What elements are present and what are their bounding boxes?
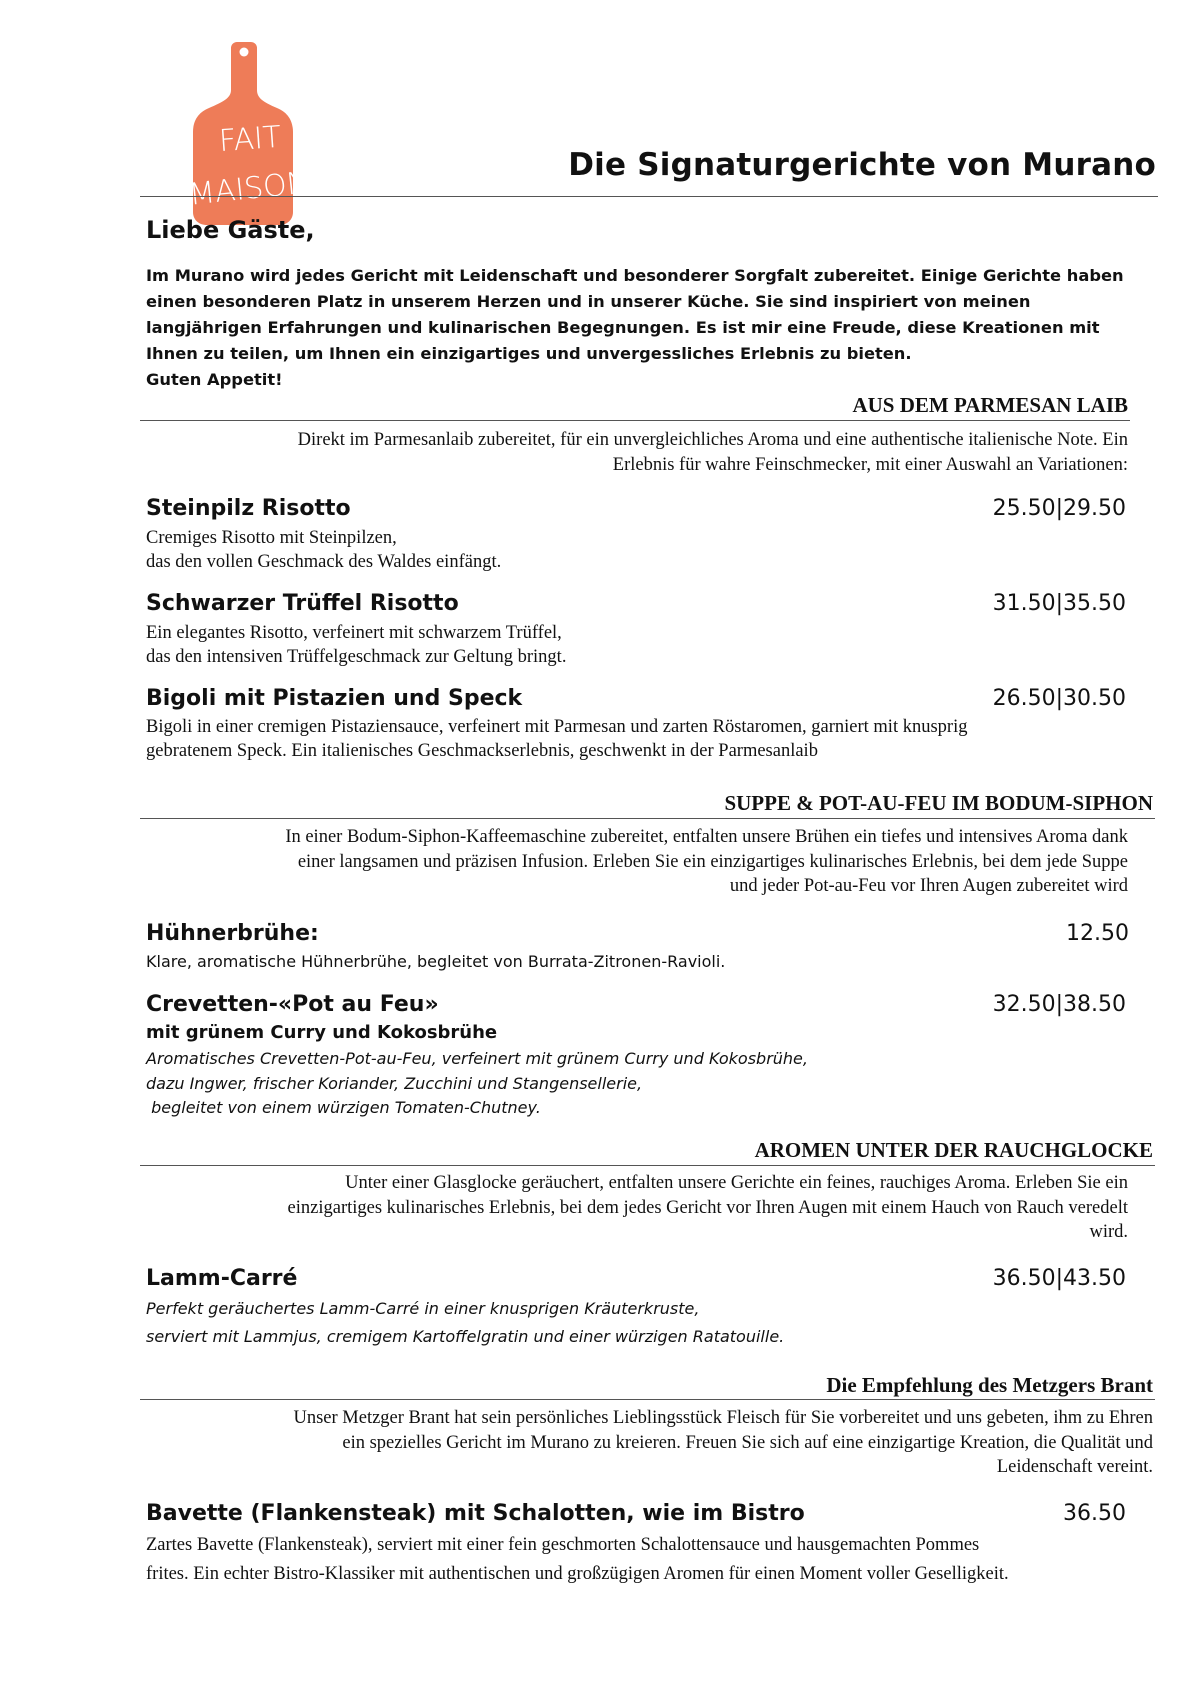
description-line: ein spezielles Gericht im Murano zu kreieren. Freuen Sie sich auf eine einzigartige Kreation, die Qualität und [342,1432,1153,1453]
section-description-suppe [285,825,1128,899]
dish-description-schwarzer-trueffel-risotto [146,621,566,669]
description-line: einzigartiges kulinarisches Erlebnis, bei dem jedes Gericht vor Ihren Augen mit einem Hauch von Rauch veredelt [287,1197,1128,1218]
logo-text-maison: MAISON [187,165,303,213]
dish-price-schwarzer-trueffel-risotto: 31.50|35.50 [992,591,1126,616]
description-line: Klare, aromatische Hühnerbrühe, begleitet von Burrata-Zitronen-Ravioli. [146,952,726,971]
dish-name-lamm-carre: Lamm-Carré [146,1266,298,1291]
intro-line: einen besonderen Platz in unserem Herzen und in unserer Küche. Sie sind inspiriert von meinen [146,292,1031,311]
description-line: das den vollen Geschmack des Waldes einfängt. [146,552,502,572]
section-description-metzger [293,1406,1153,1480]
description-line: dazu Ingwer, frischer Koriander, Zucchini und Stangensellerie, [146,1073,643,1093]
dish-price-crevetten-pot-au-feu: 32.50|38.50 [992,992,1126,1017]
description-line: Erlebnis für wahre Feinschmecker, mit einer Auswahl an Variationen: [612,454,1128,475]
intro-line: Im Murano wird jedes Gericht mit Leidenschaft und besonderer Sorgfalt zubereitet. Einige Gerichte haben [146,266,1124,285]
description-line: serviert mit Lammjus, cremigem Kartoffelgratin und einer würzigen Ratatouille. [146,1326,785,1346]
section-title-rauchglocke: AROMEN UNTER DER RAUCHGLOCKE [754,1138,1153,1162]
intro-line: langjährigen Erfahrungen und kulinarischen Begegnungen. Es ist mir eine Freude, diese Kreationen mit [146,318,1100,337]
intro-line: Ihnen zu teilen, um Ihnen ein einzigartiges und unvergessliches Erlebnis zu bieten. [146,344,912,363]
dish-price-bigoli: 26.50|30.50 [992,686,1126,711]
intro-sign-off: Guten Appetit! [146,370,283,389]
dish-name-crevetten-pot-au-feu: Crevetten-«Pot au Feu» [146,992,439,1017]
section-title-suppe: SUPPE & POT-AU-FEU IM BODUM-SIPHON [724,791,1153,815]
section-description-rauchglocke [288,1171,1128,1245]
description-line: gebratenem Speck. Ein italienisches Geschmackserlebnis, geschwenkt in der Parmesanlaib [146,741,818,761]
description-line: und jeder Pot-au-Feu vor Ihren Augen zubereitet wird [729,876,1128,896]
dish-description-lamm-carre [146,1297,784,1352]
description-line: Cremiges Risotto mit Steinpilzen, [146,528,397,548]
description-line: In einer Bodum-Siphon-Kaffeemaschine zubereitet, entfalten unsere Brühen ein tiefes und intensives Aroma dank [285,827,1128,847]
dish-description-bavette [146,1531,1009,1589]
dish-subtitle-crevetten-pot-au-feu: mit grünem Curry und Kokosbrühe [146,1022,498,1043]
description-line: einer langsamen und präzisen Infusion. Erleben Sie ein einzigartiges kulinarisches Erlebnis, bei dem jede Suppe [297,851,1128,872]
fait-maison-logo [185,40,303,225]
intro-text [146,263,1156,393]
dish-description-steinpilz-risotto [146,526,501,574]
dish-description-bigoli [146,715,967,763]
dish-name-bavette: Bavette (Flankensteak) mit Schalotten, wie im Bistro [146,1501,805,1526]
description-line: Unser Metzger Brant hat sein persönliches Lieblingsstück Fleisch für Sie vorbereitet und uns gebeten, ihm zu Ehren [293,1408,1153,1428]
section-divider [140,1165,1155,1166]
description-line: frites. Ein echter Bistro-Klassiker mit authentischen und großzügigen Aromen für einen Moment voller Geselligkeit. [146,1564,1009,1584]
logo-text-fait: FAIT [217,119,283,160]
dish-description-crevetten-pot-au-feu [146,1047,808,1121]
description-line: Aromatisches Crevetten-Pot-au-Feu, verfeinert mit grünem Curry und Kokosbrühe, [146,1049,808,1068]
cutting-board-icon [185,40,303,225]
description-line: Direkt im Parmesanlaib zubereitet, für ein unvergleichliches Aroma und eine authentische italienische Note. Ein [297,430,1128,450]
dish-price-huehnerbruehe: 12.50 [1066,921,1129,946]
description-line: wird. [1089,1222,1128,1242]
section-divider [140,818,1155,819]
dish-name-schwarzer-trueffel-risotto: Schwarzer Trüffel Risotto [146,591,459,616]
description-line: Perfekt geräuchertes Lamm-Carré in einer knusprigen Kräuterkruste, [146,1299,700,1318]
description-line: das den intensiven Trüffelgeschmack zur Geltung bringt. [146,647,567,667]
section-divider [140,420,1130,421]
description-line: Bigoli in einer cremigen Pistaziensauce, verfeinert mit Parmesan und zarten Röstaromen, garniert mit knusprig [146,717,968,737]
page-title: Die Signaturgerichte von Murano [568,147,1156,183]
dish-price-lamm-carre: 36.50|43.50 [992,1266,1126,1291]
dish-name-bigoli: Bigoli mit Pistazien und Speck [146,686,523,711]
greeting: Liebe Gäste, [146,216,315,244]
description-line: Ein elegantes Risotto, verfeinert mit schwarzem Trüffel, [146,623,562,643]
dish-price-steinpilz-risotto: 25.50|29.50 [992,496,1126,521]
section-divider [140,1399,1155,1400]
description-line: Leidenschaft vereint. [996,1457,1153,1477]
title-divider [140,196,1158,197]
section-description-parmesan [298,428,1128,477]
description-line: Zartes Bavette (Flankensteak), serviert mit einer fein geschmorten Schalottensauce und hausgemachten Pommes [146,1535,980,1555]
dish-name-huehnerbruehe: Hühnerbrühe: [146,921,319,946]
description-line: Unter einer Glasglocke geräuchert, entfalten unsere Gerichte ein feines, rauchiges Aroma. Erleben Sie ein [345,1173,1128,1193]
dish-description-huehnerbruehe [146,950,725,975]
dish-price-bavette: 36.50 [1063,1501,1126,1526]
section-title-metzger: Die Empfehlung des Metzgers Brant [826,1373,1153,1397]
section-title-parmesan: AUS DEM PARMESAN LAIB [852,393,1128,417]
description-line: begleitet von einem würzigen Tomaten-Chutney. [146,1098,541,1117]
dish-name-steinpilz-risotto: Steinpilz Risotto [146,496,351,521]
